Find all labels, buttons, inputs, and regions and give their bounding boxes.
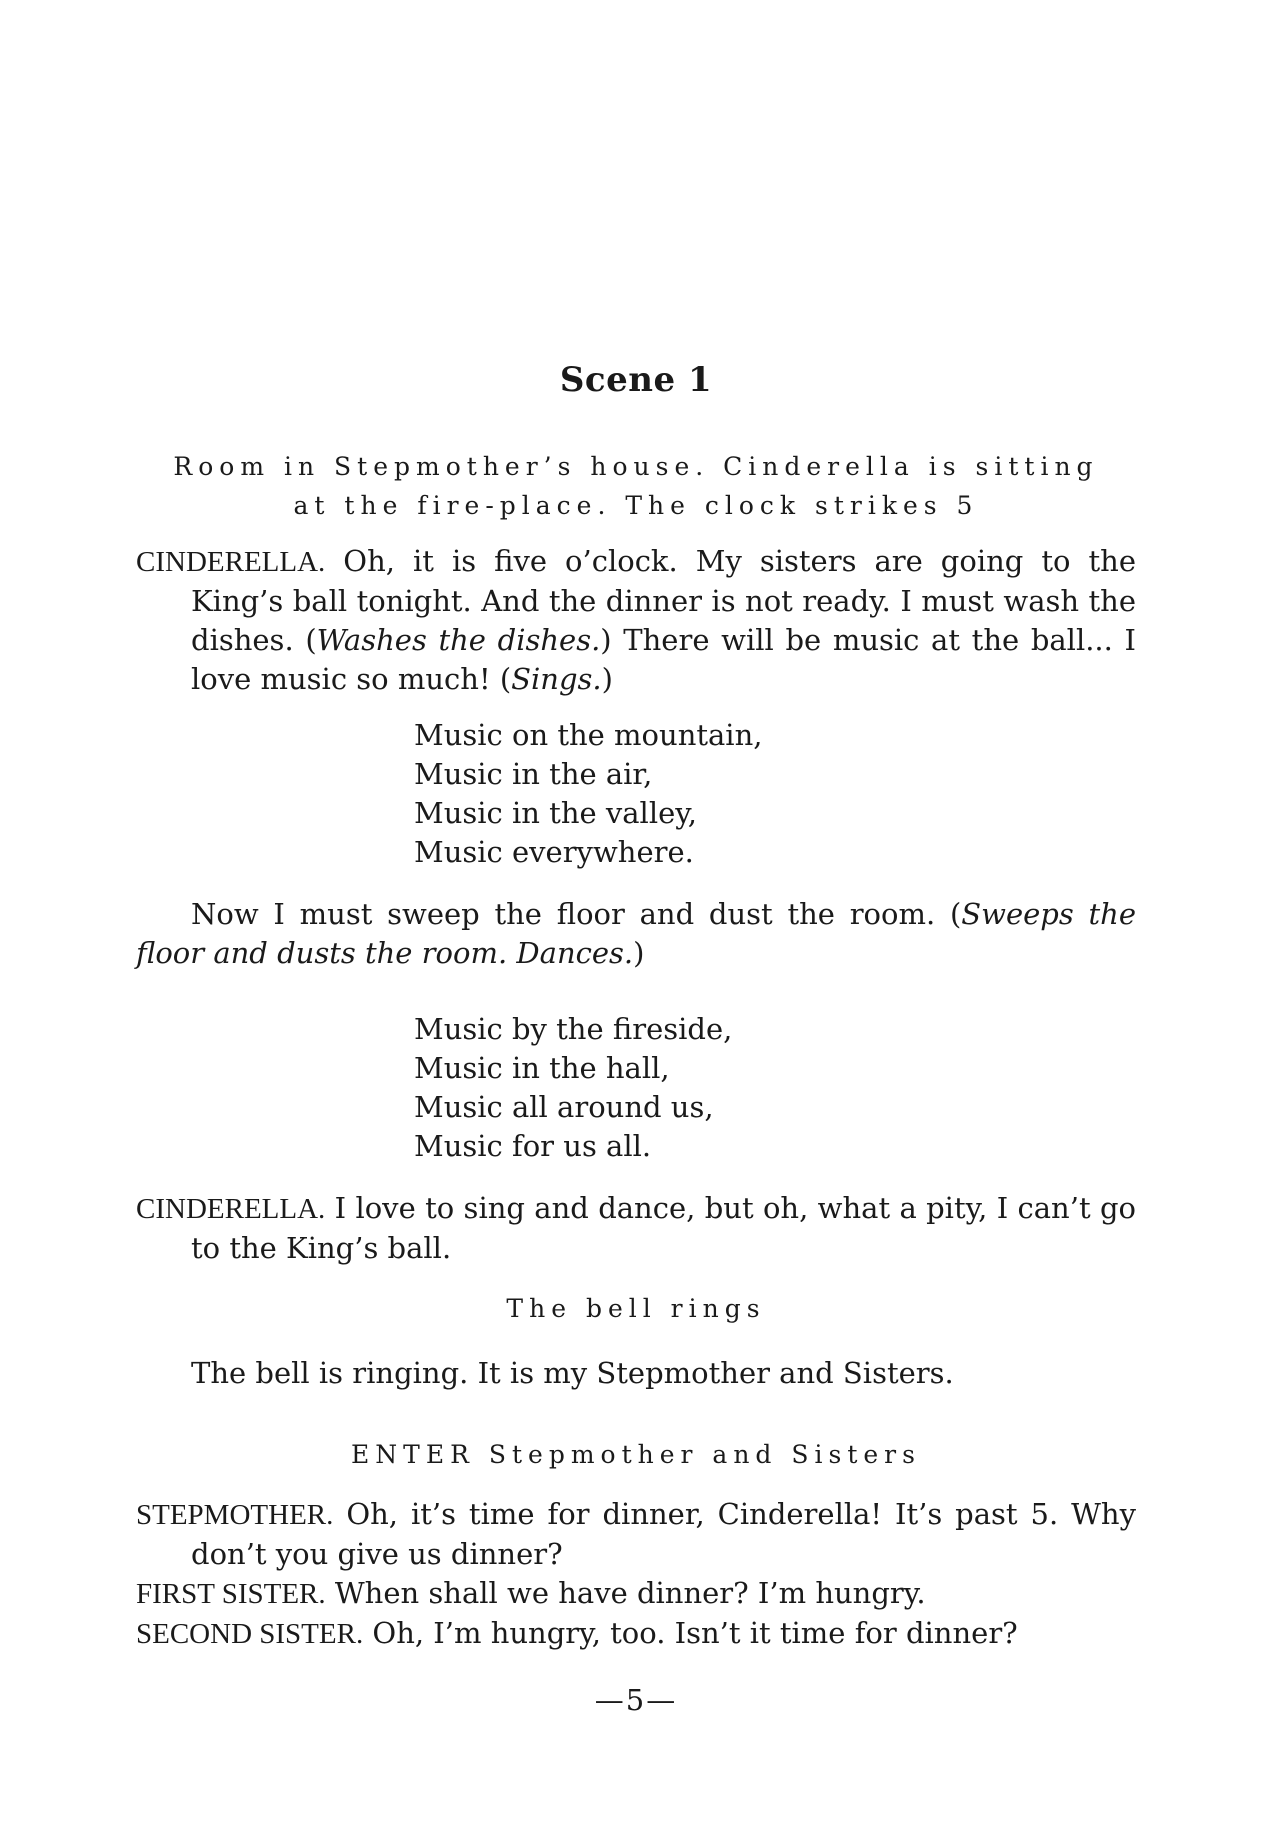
speech-text: Oh, I’m hungry, too. Isn’t it time for dinner? xyxy=(363,1616,1018,1650)
speech-first-sister xyxy=(136,1574,1136,1614)
speech-stepmother xyxy=(136,1495,1136,1574)
speech-text: ) xyxy=(601,662,613,696)
stage-direction-opening xyxy=(136,447,1136,525)
speech-text: ) xyxy=(633,936,645,970)
stage-direction-line: Room in Stepmother’s house. Cinderella is sitting xyxy=(173,452,1099,481)
stage-action: Sings. xyxy=(511,662,602,696)
verse-line: Music in the valley, xyxy=(414,796,698,830)
speaker-name: SECOND SISTER. xyxy=(136,1618,364,1650)
page-number: —5— xyxy=(594,1683,678,1717)
speech-text: The bell is ringing. It is my Stepmother and Sisters. xyxy=(191,1356,954,1390)
speech-text: When shall we have dinner? I’m hungry. xyxy=(325,1576,926,1610)
enter-text: Stepmother and Sisters xyxy=(474,1440,921,1469)
speech-cinderella-1 xyxy=(136,542,1136,699)
speech-text: Oh, it’s time for dinner, Cinderella! It’s past 5. Why don’t you give us dinner? xyxy=(191,1497,1136,1571)
speech-second-sister xyxy=(136,1614,1136,1654)
stage-direction-bell: The bell rings xyxy=(506,1294,766,1323)
scene-title: Scene 1 xyxy=(559,360,713,400)
speaker-name: FIRST SISTER. xyxy=(136,1578,326,1610)
speech-text: Now I must sweep the floor and dust the room. ( xyxy=(191,897,962,931)
verse-line: Music in the air, xyxy=(414,757,653,791)
verse-line: Music by the fireside, xyxy=(414,1012,733,1046)
speech-text: Oh, it is five o’clock. My sisters are going to the King’s ball tonight. And the dinner is not ready. I must wash the dishes. ( xyxy=(191,544,1136,657)
book-page xyxy=(136,0,1136,1835)
speech-text: I love to sing and dance, but oh, what a pity, I can’t go to the King’s ball. xyxy=(191,1191,1136,1265)
speech-text: ) There will be music at the ball... I love music so much! ( xyxy=(191,623,1136,696)
verse-line: Music everywhere. xyxy=(414,835,694,869)
verse-line: Music in the hall, xyxy=(414,1051,670,1085)
speech-cinderella-4 xyxy=(136,1354,1136,1393)
verse-line: Music for us all. xyxy=(414,1129,652,1163)
stage-direction-line: at the fire-place. The clock strikes 5 xyxy=(293,491,979,520)
speech-paragraph xyxy=(136,542,1136,699)
speaker-name: CINDERELLA. xyxy=(136,546,326,578)
speech-cinderella-2 xyxy=(136,895,1136,973)
speaker-name: CINDERELLA. xyxy=(136,1193,326,1225)
speech-dialogue-block xyxy=(136,1495,1136,1654)
verse-line: Music on the mountain, xyxy=(414,718,763,752)
song-verse-1 xyxy=(414,716,762,872)
stage-action: Washes the dishes. xyxy=(316,623,601,657)
song-verse-2 xyxy=(414,1010,732,1166)
verse-line: Music all around us, xyxy=(414,1090,714,1124)
stage-action: Sweeps the floor and dusts the room. Dances. xyxy=(136,897,1136,970)
stage-direction-enter xyxy=(136,1435,1136,1474)
speech-cinderella-3 xyxy=(136,1189,1136,1268)
enter-keyword: ENTER xyxy=(351,1440,475,1469)
speaker-name: STEPMOTHER. xyxy=(136,1499,334,1531)
speech-paragraph xyxy=(136,1189,1136,1268)
